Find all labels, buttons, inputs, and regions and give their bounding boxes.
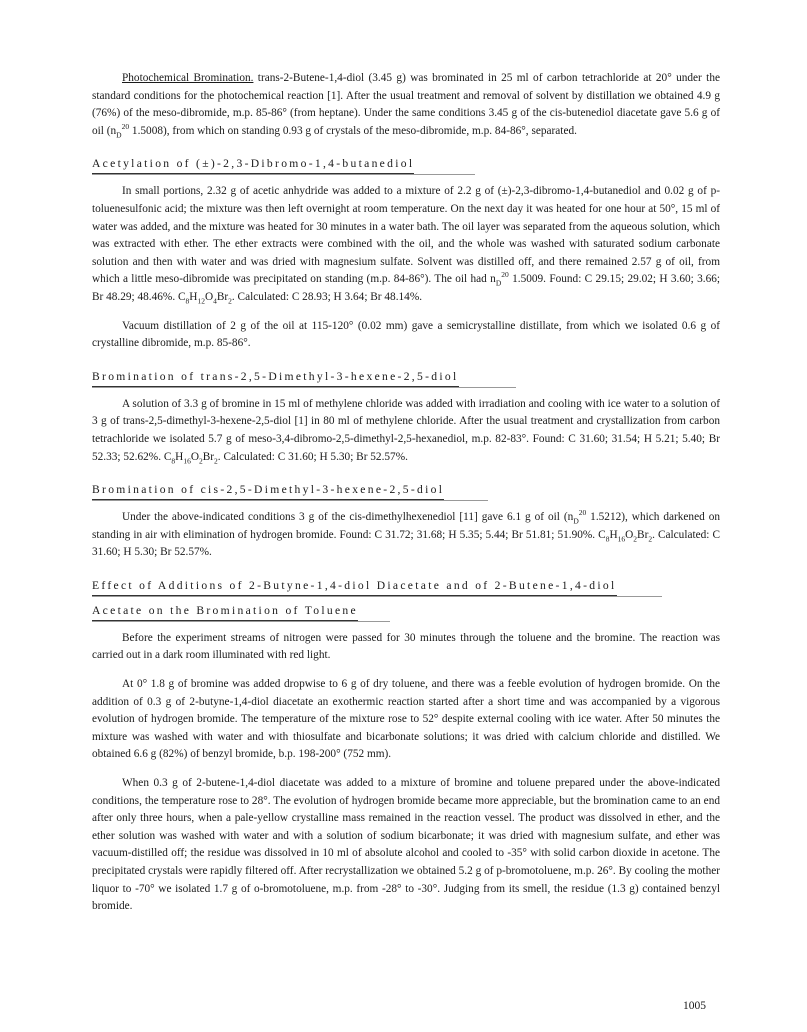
section-heading-cis-bromination bbox=[92, 480, 488, 501]
section-heading-effect-line2 bbox=[92, 601, 390, 622]
page-body bbox=[92, 70, 720, 916]
heading-text: Effect of Additions of 2-Butyne-1,4-diol Diacetate and of 2-Butene-1,4-diol bbox=[92, 578, 617, 596]
section-heading-trans-bromination bbox=[92, 367, 516, 388]
heading-text: Bromination of cis-2,5-Dimethyl-3-hexene-2,5-diol bbox=[92, 482, 444, 500]
page-number: 1005 bbox=[683, 1000, 706, 1012]
paragraph-trans-bromination: A solution of 3.3 g of bromine in 15 ml of methylene chloride was added with irradiation and cooling with ice water to a solution of 3 g of trans-2,5-dimethyl-3-hexene-2,5-diol [1] in 80 ml of methylene chloride. After the usual treatment and crystallization from carbon tetrachloride we isolated 5.7 g of meso-3,4-dibromo-2,5-dimethyl-2,5-hexanediol, m.p. 82-83°. Found: C 31.60; 31.54; H 5.21; 5.40; Br 52.33; 52.62%. $C_8H_{16}O_2Br_2$. Calculated: C 31.60; H 5.30; Br 52.57%. bbox=[92, 397, 720, 465]
runin-heading: Photochemical Bromination. bbox=[122, 72, 254, 84]
heading-text: Bromination of trans-2,5-Dimethyl-3-hexene-2,5-diol bbox=[92, 369, 459, 387]
paragraph-effect-2: At 0° 1.8 g of bromine was added dropwise to 6 g of dry toluene, and there was a feeble evolution of hydrogen bromide. On the addition of 0.3 g of 2-butyne-1,4-diol diacetate an exothermic reaction started after a short time and was accompanied by a vigorous evolution of hydrogen bromide. The temperature of the mixture rose to 52° despite external cooling with ice water. After 50 minutes the mixture was washed with water and with thiosulfate and bicarbonate solutions; it was dried with calcium chloride and distilled. We obtained 6.6 g (82%) of benzyl bromide, b.p. 198-200° (752 mm). bbox=[92, 678, 720, 761]
section-heading-effect-line1 bbox=[92, 576, 662, 597]
paragraph-cis-bromination: Under the above-indicated conditions 3 g of the cis-dimethylhexenediol [11] gave 6.1 g of oil ($n_D^{20}$ 1.5212), which darkened on standing in air with elimination of hydrogen bromide. Found: C 31.72; 31.68; H 5.35; 5.44; Br 51.81; 51.90%. $C_8H_{16}O_2Br_2$. Calculated: C 31.60; H 5.30; Br 52.57%. bbox=[92, 508, 721, 559]
paragraph-effect-3: When 0.3 g of 2-butene-1,4-diol diacetate was added to a mixture of bromine and toluene prepared under the above-indicated conditions, the temperature rose to 28°. The evolution of hydrogen bromide became more appreciable, but the bromination came to an end after only three hours, when a pale-yellow crystalline mass remained in the reaction vessel. The product was dissolved in ether, and the ether solution was washed with water and with a solution of sodium bicarbonate; it was dried with magnesium sulfate, and ether was vacuum-distilled off; the residue was dissolved in 10 ml of absolute alcohol and cooled to -35° with solid carbon dioxide in acetone. The precipitated crystals were rapidly filtered off. After recrystallization we obtained 5.2 g of p-bromotoluene, m.p. 26°. By cooling the mother liquor to -70° we isolated 1.7 g of o-bromotoluene, m.p. from -28° to -30°. Judging from its smell, the residue (1.3 g) contained benzyl bromide. bbox=[92, 777, 720, 913]
heading-text: Acetylation of (±)-2,3-Dibromo-1,4-butanediol bbox=[92, 156, 414, 174]
heading-text: Acetate on the Bromination of Toluene bbox=[92, 603, 358, 621]
paragraph-photochemical-bromination: Photochemical Bromination. trans-2-Butene-1,4-diol (3.45 g) was brominated in 25 ml of carbon tetrachloride at 20° under the standard conditions for the photochemical reaction [1]. After the usual treatment and removal of solvent by distillation we obtained 4.9 g (76%) of the meso-dibromide, m.p. 85-86° (from heptane). Under the same conditions 3.45 g of the cis-butenediol diacetate gave 5.6 g of oil ($n_D^{20}$ 1.5008), from which on standing 0.93 g of crystals of the meso-dibromide, m.p. 84-86°, separated. bbox=[92, 72, 720, 140]
paragraph-acetylation-1: In small portions, 2.32 g of acetic anhydride was added to a mixture of 2.2 g of (±)-2,3-dibromo-1,4-butanediol and 0.02 g of p-toluenesulfonic acid; the mixture was then left overnight at room temperature. On the next day it was heated for one hour at 50°, 15 ml of water was added, and the mixture was heated for 30 minutes in a water bath. The oil layer was separated from the aqueous solution, which was extracted with ether. The ether extracts were combined with the oil, and the whole was washed with saturated sodium carbonate solution and then with water and was dried with magnesium sulfate. Solvent was distilled off, and there remained 2.57 g of oil, from which a little meso-dibromide was precipitated on standing (m.p. 84-86°). The oil had $n_D^{20}$ 1.5009. Found: C 29.15; 29.02; H 3.60; 3.66; Br 48.29; 48.46%. $C_8H_{12}O_4Br_2$. Calculated: C 28.93; H 3.64; Br 48.14%. bbox=[92, 185, 721, 306]
paragraph-effect-1: Before the experiment streams of nitrogen were passed for 30 minutes through the toluene and the bromine. The reaction was carried out in a dark room illuminated with red light. bbox=[92, 631, 720, 662]
paragraph-acetylation-2: Vacuum distillation of 2 g of the oil at 115-120° (0.02 mm) gave a semicrystalline distillate, from which we isolated 0.6 g of crystalline dibromide, m.p. 85-86°. bbox=[92, 319, 720, 350]
section-heading-acetylation bbox=[92, 154, 475, 175]
